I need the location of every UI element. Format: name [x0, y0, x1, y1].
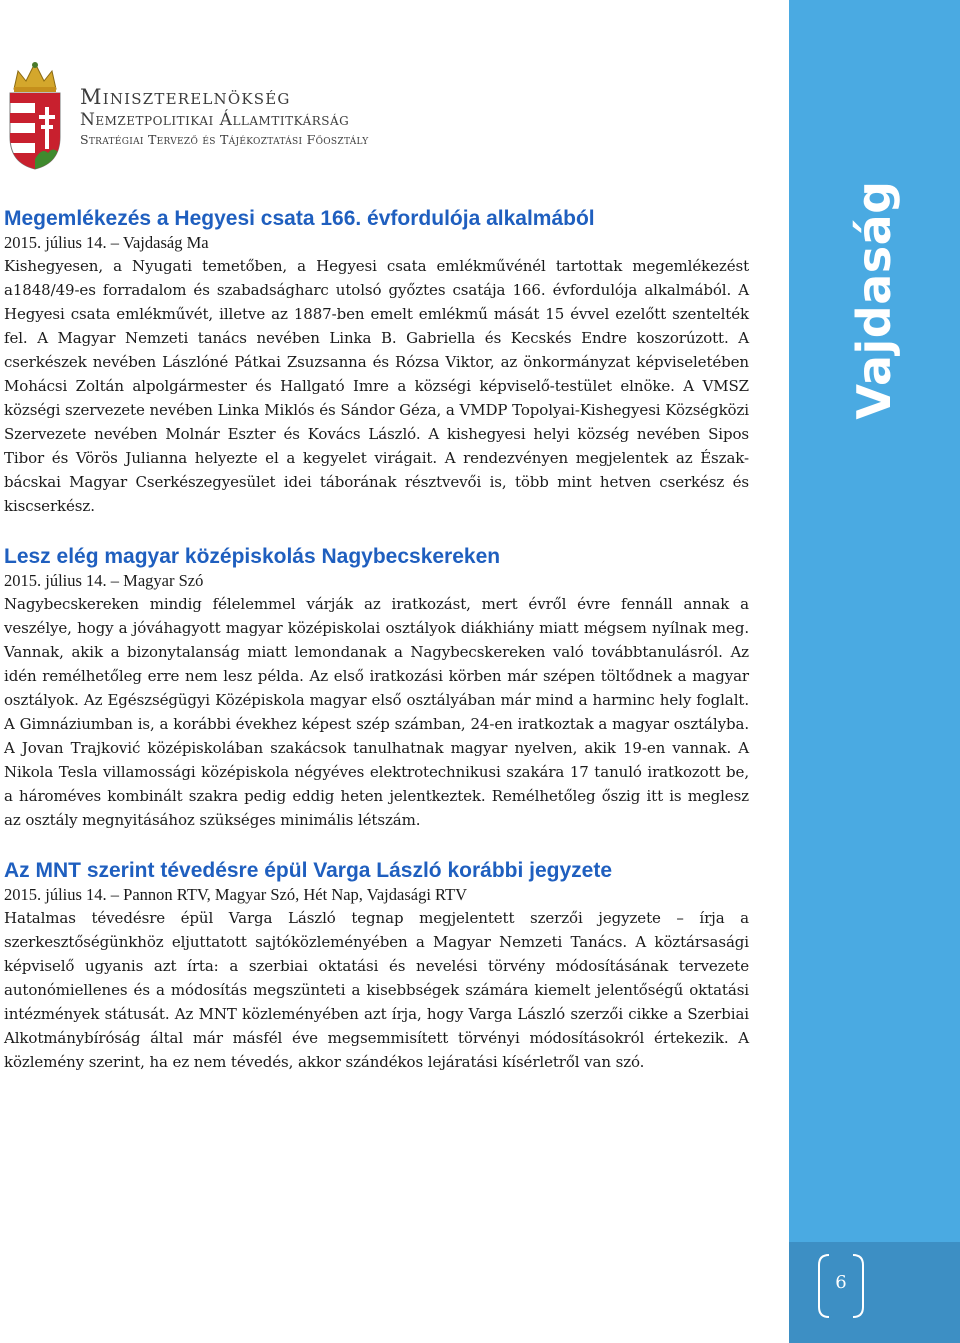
page-header [0, 55, 780, 175]
article-body: Nagybecskereken mindig félelemmel várják az iratkozást, mert évről évre fennáll annak a veszélye, hogy a jóváhagyott magyar középiskolai osztályok diákhiány miatt mégsem nyílnak meg. Vannak, akik a bizonytalanság miatt lemondanak a Nagybecskereken való továbbtanulásról. Az idén remélhetőleg erre nem lesz példa. Az első iratkozási körben már szépen töltődnek a magyar osztályok. Az Egészségügyi Középiskola magyar első osztályában már mind a harminc hely foglalt. A Gimnáziumban is, a korábbi évekhez képest szép számban, 24-en iratkoztak a magyar osztályba. A Jovan Trajković középiskolában szakácsok tanulhatnak magyar nyelven, akik 19-en vannak. A Nikola Tesla villamossági középiskola négyéves elektrotechnikusi szakára 17 tanuló iratkozott be, a hároméves kombinált szakra pedig eddig heten jelentkeztek. Remélhetőleg őszig itt is meglesz az osztály megnyitásához szükséges minimális létszám. [4, 595, 749, 829]
article-title: Az MNT szerint tévedésre épül Varga László korábbi jegyzete [4, 859, 613, 882]
article-meta: 2015. július 14. – Magyar Szó [4, 571, 204, 590]
article-3 [4, 858, 749, 1074]
article-title: Lesz elég magyar középiskolás Nagybecskereken [4, 545, 501, 568]
article-body: Hatalmas tévedésre épül Varga László tegnap megjelentett szerzői jegyzete – írja a szerkesztőségünkhöz eljuttatott sajtóközleményében a Magyar Nemzeti Tanács. A köztársasági képviselő ugyanis azt írta: a szerbiai oktatási és nevelési törvény módosításának tervezete autonómiellenes és a módosítás megszünteti a kisebbségek számára kiemelt jelentőségű oktatási intézmények státusát. Az MNT közleményében azt írja, hogy Varga László szerzői cikke a Szerbiai Alkotmánybíróság által már másfél éve megsemmisített törvényi módosításokról értekezik. A közlemény szerint, ha ez nem tévedés, akkor szándékos lejáratási kísérletről van szó. [4, 909, 749, 1071]
sidebar-footer-band [789, 1242, 960, 1343]
organization-name [80, 85, 369, 149]
article-meta: 2015. július 14. – Pannon RTV, Magyar Szó, Hét Nap, Vajdasági RTV [4, 885, 468, 904]
section-label: Vajdaság [847, 180, 901, 420]
article-body: Kishegyesen, a Nyugati temetőben, a Hegyesi csata emlékművénél tartottak megemlékezést a1848/49-es forradalom és szabadságharc utolsó győztes csatája 166. évfordulója alkalmából. A Hegyesi csata emlékművét, illetve az 1887-ben emelt emlékmű mását 15 évvel ezelőtt szentelték fel. A Magyar Nemzeti tanács nevében Linka B. Gabriella és Kecskés Endre koszorúzott. A cserkészek nevében Lászlóné Pátkai Zsuzsanna és Rózsa Viktor, az önkormányzat képviseletében Mohácsi Zoltán alpolgármester és Hallgató Imre a községi képviselő-testület elnöke. A VMSZ községi szervezete nevében Linka Miklós és Sándor Géza, a VMDP Topolyai-Kishegyesi Községközi Szervezete nevében Molnár Eszter és Kovács László. A kishegyesi helyi község nevében Sipos Tibor és Vörös Julianna helyezte el a kegyelet virágait. A rendezvényen megjelentek az Észak-bácskai Magyar Cserkészegyesület idei táborának résztvevői is, több mint hetven cserkész és kiscserkész. [4, 257, 749, 515]
article-2 [4, 544, 749, 832]
news-content [4, 206, 749, 1100]
org-line-1: Miniszterelnökség [80, 85, 291, 109]
org-line-2: Nemzetpolitikai Államtitkárság [80, 110, 350, 130]
page-number: 6 [835, 1272, 847, 1293]
org-line-3: Stratégiai Tervező és Tájékoztatási Főosztály [80, 132, 369, 147]
article-1 [4, 206, 749, 518]
coat-of-arms-icon [6, 59, 64, 171]
article-title: Megemlékezés a Hegyesi csata 166. évfordulója alkalmából [4, 207, 595, 230]
article-meta: 2015. július 14. – Vajdaság Ma [4, 233, 209, 252]
